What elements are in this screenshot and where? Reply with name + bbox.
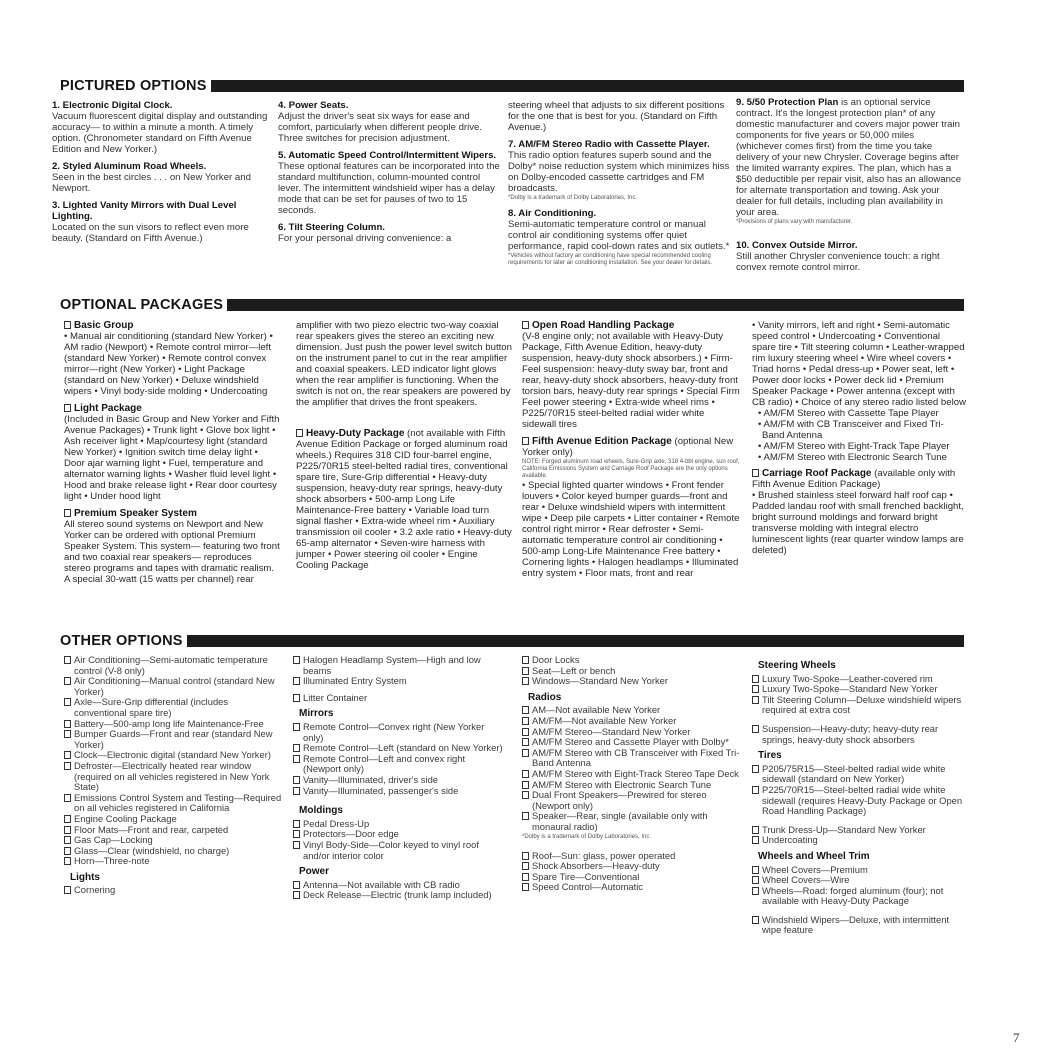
- checkbox-icon: [293, 830, 300, 838]
- option-heading: 9. 5/50 Protection Plan: [736, 97, 839, 108]
- subheading: Moldings: [299, 805, 343, 817]
- pictured-column-4: [736, 97, 962, 279]
- section-rule: [187, 635, 964, 647]
- option-text: Windows—Standard New Yorker: [532, 675, 668, 687]
- option-text: Cornering: [74, 884, 116, 896]
- option-body: Vacuum fluorescent digital display and outstanding accuracy— to within a minute a month. A timely option. (Chronometer standard on Fifth Avenue Edition and New Yorker.): [52, 111, 268, 155]
- subheading: Lights: [70, 871, 100, 883]
- checkbox-icon: [64, 677, 71, 685]
- option-text: AM/FM Stereo with Eight-Track Stereo Tape Deck: [532, 767, 739, 779]
- checkbox-icon: [752, 469, 759, 477]
- option-line: [752, 764, 968, 785]
- option-text: Door Locks: [532, 654, 580, 665]
- option-body: Seen in the best circles . . . on New Yorker and Newport.: [52, 172, 251, 194]
- package-header: [64, 508, 280, 519]
- option-text: Pedal Dress-Up: [303, 817, 370, 829]
- option-text: P205/75R15—Steel-belted radial wide white sidewall (standard on New Yorker): [762, 762, 946, 785]
- option-text: AM/FM Stereo with CB Transceiver with Fixed Tri-Band Antenna: [532, 746, 740, 769]
- option-text: Battery—500-amp long life Maintenance-Free: [74, 717, 264, 729]
- option-text: Protectors—Door edge: [303, 828, 399, 840]
- checkbox-icon: [752, 685, 759, 693]
- option-text: Trunk Dress-Up—Standard New Yorker: [762, 823, 926, 835]
- checkbox-icon: [64, 720, 71, 728]
- option-line: [64, 729, 282, 750]
- option-line: [64, 885, 282, 896]
- package-title: Basic Group: [74, 320, 134, 331]
- radio-choice: • AM/FM Stereo with Cassette Tape Player: [758, 408, 939, 419]
- package-body: (Included in Basic Group and New Yorker and Fifth Avenue Packages) • Trunk light • Glove box light • Ash receiver light • Map/courtesy light (standard New Yorker) • Ignition switch time delay light • Door ajar warning light • Fuel, temperature and alternator warning lights • Washer fluid level light • Hood and brake release light • Rear door courtesy light • Under hood light: [64, 414, 280, 502]
- option-line: [293, 722, 505, 743]
- checkbox-icon: [64, 730, 71, 738]
- option-heading: 6. Tilt Steering Column.: [278, 222, 385, 233]
- package-title: Carriage Roof Package: [762, 468, 872, 479]
- option-body: [736, 97, 962, 218]
- footnote: NOTE: Forged aluminum road wheels, Sure-Grip axle, 318 4-bbl engine, sun roof, California Emissions System and Carriage Roof Package are the only options available.: [522, 459, 740, 479]
- option-item: [278, 100, 504, 144]
- option-text: Gas Cap—Locking: [74, 834, 153, 846]
- option-body: This radio option features superb sound and the Dolby* noise reduction system which minimizes hiss on Dolby-encoded cassette cartridges and FM broadcasts.: [508, 150, 730, 194]
- option-text: Remote Control—Left and convex right (Newport only): [303, 752, 466, 775]
- checkbox-icon: [522, 812, 529, 820]
- option-text: Air Conditioning—Manual control (standard New Yorker): [74, 675, 275, 697]
- checkbox-icon: [522, 791, 529, 799]
- option-text: Defroster—Electrically heated rear window (required on all vehicles registered in New York State): [74, 759, 270, 793]
- option-item: [508, 208, 736, 267]
- option-text: Bumper Guards—Front and rear (standard New Yorker): [74, 728, 273, 750]
- option-text: Antenna—Not available with CB radio: [303, 878, 460, 890]
- option-heading: 3. Lighted Vanity Mirrors with Dual Level Lighting.: [52, 200, 237, 222]
- packages-column-3: [522, 320, 740, 585]
- package-body: (V-8 engine only; not available with Heavy-Duty Package, Fifth Avenue Edition, heavy-duty suspension, heavy-duty shock absorbers.) • Firm-Feel suspension: heavy-duty sway bar, front and rear, heavy-duty shock absorbers, heavy-duty front torsion bars, heavy-duty rear springs • Special Firm Feel power steering • Extra-wide wheel rims • P225/70R15 steel-belted radial wider white sidewall tires: [522, 331, 740, 430]
- option-line: [752, 915, 968, 936]
- subheading: Radios: [528, 691, 562, 703]
- checkbox-icon: [522, 862, 529, 870]
- checkbox-icon: [522, 728, 529, 736]
- checkbox-icon: [522, 770, 529, 778]
- option-text: Speed Control—Automatic: [532, 881, 643, 893]
- checkbox-icon: [293, 841, 300, 849]
- checkbox-icon: [752, 916, 759, 924]
- package-subtitle: (available only with Fifth Avenue Edition Package): [752, 468, 956, 490]
- option-item: [736, 97, 962, 226]
- checkbox-icon: [64, 857, 71, 865]
- package-item: [752, 468, 966, 556]
- section-rule: [227, 299, 964, 311]
- option-text: Horn—Three-note: [74, 855, 150, 867]
- option-body: steering wheel that adjusts to six different positions for the one that is best for you. (Standard on Fifth Avenue.): [508, 100, 725, 133]
- checkbox-icon: [522, 738, 529, 746]
- package-header: [296, 428, 512, 571]
- checkbox-icon: [64, 836, 71, 844]
- option-text: Speaker—Rear, single (available only with monaural radio): [532, 810, 708, 832]
- option-text: Clock—Electronic digital (standard New Yorker): [74, 749, 271, 761]
- checkbox-icon: [293, 723, 300, 731]
- checkbox-icon: [64, 751, 71, 759]
- option-text: Emissions Control System and Testing—Required on all vehicles registered in California: [74, 791, 282, 814]
- subheading: Steering Wheels: [758, 660, 836, 671]
- footnote: *Dolby is a trademark of Dolby Laboratories, Inc.: [522, 833, 652, 840]
- option-item: [508, 139, 736, 202]
- option-line: [752, 695, 968, 716]
- subheading: Mirrors: [299, 708, 334, 720]
- packages-column-2: [296, 320, 512, 577]
- option-line: [293, 786, 505, 797]
- checkbox-icon: [752, 876, 759, 884]
- option-line: [752, 886, 968, 907]
- package-title: Premium Speaker System: [74, 508, 197, 519]
- option-line: [293, 676, 505, 687]
- option-text: Glass—Clear (windshield, no charge): [74, 844, 230, 856]
- option-item: [278, 150, 504, 216]
- option-text: AM—Not available New Yorker: [532, 704, 661, 716]
- checkbox-icon: [64, 321, 71, 329]
- package-body: • Special lighted quarter windows • Front fender louvers • Color keyed bumper guards—front and rear • Deluxe windshield wipers with intermittent wipe • Deep pile carpets • Litter container • Remote control right mirror • Rear defroster • Semi-automatic temperature control air conditioning • 500-amp Long-Life Maintenance Free battery • Cornering lights • Halogen headlamps • Illuminated entry system • Floor mats, front and rear: [522, 480, 740, 579]
- pictured-column-1: [52, 100, 270, 250]
- checkbox-icon: [64, 698, 71, 706]
- option-text: Vanity—Illuminated, driver's side: [303, 773, 439, 785]
- checkbox-icon: [522, 717, 529, 725]
- checkbox-icon: [522, 667, 529, 675]
- option-line: [522, 790, 744, 811]
- option-line: [293, 693, 505, 704]
- packages-column-4: [752, 320, 966, 562]
- footnote: *Provisions of plans vary with manufacturer.: [736, 219, 853, 225]
- option-line: [752, 785, 968, 817]
- option-text: Deck Release—Electric (trunk lamp included): [303, 889, 492, 901]
- package-body: amplifier with two piezo electric two-way coaxial rear speakers gives the stereo an exciting new dimension. Just push the power level switch button on the instrument panel to cut in the rear amplifier and coaxial speakers. LED indicator light glows when the rear amplifier is functioning. When the switch is not on, the rear speakers are powered by the amplifier that drives the front speakers.: [296, 320, 512, 408]
- checkbox-icon: [752, 836, 759, 844]
- option-body: Adjust the driver's seat six ways for ease and comfort, particularly when different people drive. Three switches for precision adjustment.: [278, 111, 483, 144]
- package-header: [522, 320, 740, 331]
- checkbox-icon: [752, 725, 759, 733]
- checkbox-icon: [522, 852, 529, 860]
- option-text: Wheels—Road: forged aluminum (four); not available with Heavy-Duty Package: [762, 884, 944, 907]
- pictured-column-2: [278, 100, 504, 250]
- package-body: All stereo sound systems on Newport and New Yorker can be ordered with optional Premium Speaker System. This system— featuring two front and two coaxial rear speakers— reproduces stereo programs and tapes with dramatic realism. A special 30-watt (15 watts per channel) rear: [64, 519, 280, 585]
- package-item: [64, 320, 280, 397]
- option-line: [522, 748, 744, 769]
- checkbox-icon: [522, 706, 529, 714]
- option-heading: 2. Styled Aluminum Road Wheels.: [52, 161, 207, 172]
- option-text: Windshield Wipers—Deluxe, with intermittent wipe feature: [762, 913, 950, 936]
- subheading: Wheels and Wheel Trim: [758, 850, 870, 862]
- option-text: AM/FM Stereo and Cassette Player with Dolby*: [532, 736, 729, 748]
- checkbox-icon: [293, 787, 300, 795]
- checkbox-icon: [522, 749, 529, 757]
- option-text: Seat—Left or bench: [532, 664, 616, 676]
- option-body: Still another Chrysler convenience touch: a right convex remote control mirror.: [736, 251, 940, 273]
- option-heading: 7. AM/FM Stereo Radio with Cassette Player.: [508, 139, 710, 150]
- option-line: [293, 655, 505, 676]
- package-item: [522, 436, 740, 579]
- checkbox-icon: [64, 404, 71, 412]
- subheading: Tires: [758, 750, 782, 762]
- option-line: [293, 840, 505, 861]
- checkbox-icon: [522, 677, 529, 685]
- checkbox-icon: [752, 826, 759, 834]
- section-header-optional-packages: [60, 295, 964, 315]
- package-title: Open Road Handling Package: [532, 320, 675, 331]
- page-number: 7: [1013, 1030, 1020, 1045]
- package-title: Fifth Avenue Edition Package: [532, 436, 672, 447]
- section-header-other-options: [60, 631, 964, 651]
- checkbox-icon: [293, 656, 300, 664]
- package-body: (not available with Fifth Avenue Edition Package or forged aluminum road wheels.) Requires 318 CID four-barrel engine, P225/70R15 steel-belted radial tires, conventional spare tire, Sure-Grip differential • Heavy-duty suspension, heavy-duty rear springs, heavy-duty shock absorbers • 500-amp Long Life Maintenance-Free battery • Variable load turn signal flasher • Extra-wide wheel rim • Auxiliary transmission oil cooler • 3.2 axle ratio • Heavy-duty 65-amp alternator • Seven-wire harness with jumper • Power steering oil cooler • Engine Cooling Package: [296, 428, 512, 571]
- package-item: [64, 403, 280, 502]
- package-item: [296, 428, 512, 571]
- radio-choice: • AM/FM Stereo with Eight-Track Tape Player: [758, 441, 950, 452]
- checkbox-icon: [296, 429, 303, 437]
- other-column-3: [522, 655, 744, 893]
- option-heading: 4. Power Seats.: [278, 100, 349, 111]
- option-item: [52, 100, 270, 155]
- checkbox-icon: [293, 891, 300, 899]
- option-text: is an optional service contract. It's the longest protection plan* of any domestic manufacturer and covers major power train components for five years or 50,000 miles (whichever comes first) from the time you take delivery of your new Chrysler. Coverage begins after the limited warranty expires. The plan, which has a $50 deductible per repair visit, also has an allowance for alternate transportation and towing. Ask your dealer for full details, including plan availability in your area.: [736, 97, 962, 218]
- option-text: Vinyl Body-Side—Color keyed to vinyl roof and/or interior color: [303, 838, 479, 861]
- radio-choice: • AM/FM Stereo with Electronic Search Tune: [758, 452, 947, 463]
- option-body: For your personal driving convenience: a: [278, 233, 452, 244]
- option-item: [52, 161, 270, 194]
- package-header: [752, 468, 966, 490]
- checkbox-icon: [522, 656, 529, 664]
- option-text: Wheel Covers—Premium: [762, 863, 868, 875]
- checkbox-icon: [64, 826, 71, 834]
- checkbox-icon: [752, 887, 759, 895]
- checkbox-icon: [752, 786, 759, 794]
- option-heading: 1. Electronic Digital Clock.: [52, 100, 173, 111]
- checkbox-icon: [293, 881, 300, 889]
- option-line: [64, 676, 282, 697]
- option-body: Located on the sun visors to reflect even more beauty. (Standard on Fifth Avenue.): [52, 222, 249, 244]
- checkbox-icon: [752, 675, 759, 683]
- option-text: Engine Cooling Package: [74, 812, 177, 824]
- checkbox-icon: [64, 762, 71, 770]
- package-item: [64, 508, 280, 585]
- package-body: • Brushed stainless steel forward half roof cap • Padded landau roof with small frenched backlight, bright surround moldings and forward bright transverse molding with integral electro luminescent lights (rear quarter window lamps are deleted): [752, 490, 964, 556]
- checkbox-icon: [293, 694, 300, 702]
- option-heading: 8. Air Conditioning.: [508, 208, 597, 219]
- option-text: Litter Container: [303, 691, 368, 703]
- option-line: [522, 811, 744, 832]
- checkbox-icon: [293, 755, 300, 763]
- option-line: [752, 835, 968, 846]
- checkbox-icon: [752, 765, 759, 773]
- checkbox-icon: [64, 794, 71, 802]
- option-text: Luxury Two-Spoke—Leather-covered rim: [762, 672, 933, 684]
- section-header-pictured-options: [60, 76, 964, 96]
- pictured-column-3: [508, 100, 736, 273]
- checkbox-icon: [64, 886, 71, 894]
- package-title: Light Package: [74, 403, 142, 414]
- option-text: Remote Control—Convex right (New Yorker only): [303, 720, 485, 743]
- checkbox-icon: [522, 437, 529, 445]
- option-line: [64, 655, 282, 676]
- option-line: [522, 676, 744, 687]
- option-line: [64, 697, 282, 718]
- package-header: [522, 436, 740, 458]
- checkbox-icon: [64, 847, 71, 855]
- package-header: [64, 403, 280, 414]
- package-item: [522, 320, 740, 430]
- checkbox-icon: [522, 883, 529, 891]
- other-column-4: [752, 655, 968, 936]
- checkbox-icon: [293, 820, 300, 828]
- option-line: [752, 724, 968, 745]
- package-title: Heavy-Duty Package: [306, 428, 405, 439]
- subheading: Power: [299, 866, 330, 878]
- option-item: [52, 200, 270, 244]
- option-text: Suspension—Heavy-duty; heavy-duty rear springs, heavy-duty shock absorbers: [762, 722, 939, 745]
- checkbox-icon: [522, 781, 529, 789]
- option-item: [278, 222, 504, 244]
- checkbox-icon: [293, 776, 300, 784]
- checkbox-icon: [293, 677, 300, 685]
- option-text: Illuminated Entry System: [303, 675, 407, 687]
- option-text: Shock Absorbers—Heavy-duty: [532, 860, 660, 872]
- option-heading: 10. Convex Outside Mirror.: [736, 240, 858, 251]
- option-text: Dual Front Speakers—Prewired for stereo (Newport only): [532, 789, 707, 811]
- option-text: Halogen Headlamp System—High and low beams: [303, 654, 481, 676]
- option-text: Remote Control—Left (standard on New Yorker): [303, 742, 503, 754]
- option-body: These optional features can be incorporated into the standard multifunction, column-mounted control lever. The intermittent windshield wiper has a delay mode that can be set for pauses of two to 15 seconds.: [278, 161, 500, 216]
- option-line: [293, 890, 505, 901]
- checkbox-icon: [522, 873, 529, 881]
- section-rule: [211, 80, 964, 92]
- option-item: [736, 240, 962, 273]
- section-title: PICTURED OPTIONS: [60, 78, 207, 94]
- option-text: P225/70R15—Steel-belted radial wide white sidewall (requires Heavy-Duty Package or Open Road Handling Package): [762, 783, 963, 817]
- package-body: • Manual air conditioning (standard New Yorker) • AM radio (Newport) • Remote control mirror—left (standard New Yorker) • Remote control convex mirror—right (New Yorker) • Light Package (standard on New Yorker) • Deluxe windshield wipers • Vinyl body-side molding • Undercoating: [64, 331, 273, 397]
- option-line: [64, 793, 282, 814]
- checkbox-icon: [64, 509, 71, 517]
- footnote: *Vehicles without factory air conditioning have special recommended cooling requirements for later air conditioning installation. See your dealer for details.: [508, 253, 713, 266]
- checkbox-icon: [293, 744, 300, 752]
- package-body: • Vanity mirrors, left and right • Semi-automatic speed control • Undercoating • Conventional spare tire • Tilt steering column • Leather-wrapped rim luxury steering wheel • Wire wheel covers • Triad horns • Pedal dress-up • Power seat, left • Power door locks • Power deck lid • Premium Speaker Package • Power antenna (except with CB radio) • Choice of any stereo radio listed below: [752, 320, 966, 408]
- option-text: Luxury Two-Spoke—Standard New Yorker: [762, 683, 938, 695]
- option-heading: 5. Automatic Speed Control/Intermittent Wipers.: [278, 150, 497, 161]
- option-line: [64, 856, 282, 867]
- radio-choice: • AM/FM with CB Transceiver and Fixed Tri-Band Antenna: [758, 419, 944, 441]
- checkbox-icon: [752, 696, 759, 704]
- package-subtitle: (optional New Yorker only): [522, 436, 734, 458]
- package-header: [64, 320, 280, 331]
- option-text: Undercoating: [762, 834, 818, 846]
- option-line: [293, 754, 505, 775]
- option-text: Floor Mats—Front and rear, carpeted: [74, 823, 229, 835]
- footnote: *Dolby is a trademark of Dolby Laboratories, Inc.: [508, 195, 638, 201]
- option-text: AM/FM Stereo with Electronic Search Tune: [532, 778, 712, 790]
- checkbox-icon: [64, 656, 71, 664]
- packages-column-1: [64, 320, 280, 591]
- checkbox-icon: [64, 815, 71, 823]
- checkbox-icon: [752, 866, 759, 874]
- option-body: Semi-automatic temperature control or manual control air conditioning systems offer quiet performance, rapid cool-down rates and six outlets.*: [508, 219, 730, 252]
- section-title: OTHER OPTIONS: [60, 633, 183, 649]
- option-line: [64, 761, 282, 793]
- option-text: Axle—Sure-Grip differential (includes conventional spare tire): [74, 696, 229, 718]
- option-text: Spare Tire—Conventional: [532, 870, 640, 882]
- other-column-2: [293, 655, 505, 901]
- option-text: Tilt Steering Column—Deluxe windshield wipers required at extra cost: [762, 693, 962, 716]
- option-text: AM/FM—Not available New Yorker: [532, 714, 677, 726]
- option-text: Wheel Covers—Wire: [762, 874, 850, 886]
- option-text: Roof—Sun: glass, power operated: [532, 849, 676, 861]
- option-line: [522, 882, 744, 893]
- option-text: Air Conditioning—Semi-automatic temperature control (V-8 only): [74, 654, 268, 676]
- checkbox-icon: [522, 321, 529, 329]
- option-text: AM/FM Stereo—Standard New Yorker: [532, 725, 691, 737]
- section-title: OPTIONAL PACKAGES: [60, 297, 224, 313]
- option-text: Vanity—Illuminated, passenger's side: [303, 784, 459, 796]
- other-column-1: [64, 655, 282, 896]
